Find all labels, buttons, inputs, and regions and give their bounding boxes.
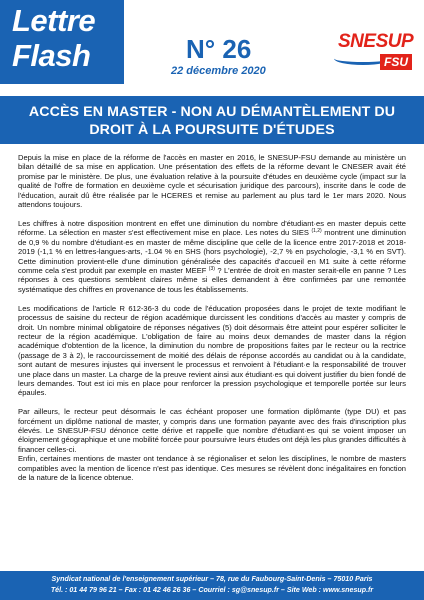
brand-title-line1: Lettre: [12, 3, 96, 38]
footnote-ref-1-2: (1,2): [311, 228, 322, 235]
paragraph-5: Enfin, certaines mentions de master ont tendance à se régionaliser et selon les disciplines, le nombre de masters compatibles avec la mention de licence n'est pas identique. Ces mesures se révèlent donc inégalitaires en fonction de la nature de la licence obtenue.: [18, 454, 406, 483]
footer-address: Syndicat national de l'enseignement supérieur – 78, rue du Faubourg-Saint-Denis – 75010 Paris: [51, 575, 373, 583]
headline-band: [0, 96, 424, 144]
brand-title-line2: Flash: [12, 38, 91, 73]
brand-box: [0, 0, 124, 84]
letter-header: [0, 0, 424, 92]
paragraph-2-part-b: montrent une diminution de 0,9 % du nombre d'étudiant·es en master de même discipline que celle de la licence entre 2017-2018 et 2018-2019 (-1,1 % en lettres-langues-arts, -1.04 % en SHS (hors psychologie), -2,7 % en psychologie, -3,1 % en SVT). Cette diminution provient-elle d'une diminution généralisée des capacités d'accueil en M1 suite à cette réforme comme cela s'est produit par exemple en master MEEF: [18, 228, 406, 275]
footnote-ref-3: (3): [208, 265, 215, 272]
logo-fsu-badge: FSU: [380, 54, 412, 70]
snesup-fsu-logo: [330, 28, 414, 80]
issue-date: 22 décembre 2020: [171, 65, 266, 77]
paragraph-3: Les modifications de l'article R 612-36-3 du code de l'éducation proposées dans le projet de texte modifiant le processus de saisine du recteur de région académique durcissent les conditions d'accès au master y compris de droit. Un nombre minimal obligatoire de réponses négatives (5) doit désormais être atteint pour espérer solliciter le recteur de la région académique. L'obligation de faire au moins deux demandes de master dans la région académique d'obtention de la licence, la diminution du nombre de propositions faites par le recteur ou la rectrice (passage de 3 à 2), le raccourcissement de moitié des délais de réponse accordés au candidat ou à la candidate, sont autant de mesures injustes qui inversent le processus et renvoient à l'étudiant·e la responsabilité de trouver une place dans un master. La charge de la preuve revient ainsi aux étudiant·es qui doivent justifier du bien fondé de leurs demandes. Tout est ici mis en place pour renforcer la pression psychologique et temporelle portée sur leurs épaules.: [18, 303, 406, 398]
headline-line-1: ACCÈS EN MASTER - NON AU DÉMANTÈLEMENT DU: [28, 104, 396, 120]
paragraph-2-part-a: Les chiffres à notre disposition montrent en effet une diminution du nombre d'étudiant·es en master depuis cette réforme. La sélection en master s'est effectivement mise en place. Les notes du SIES: [18, 218, 406, 238]
headline-line-2: DROIT À LA POURSUITE D'ÉTUDES: [89, 122, 335, 138]
paragraph-1: Depuis la mise en place de la réforme de l'accès en master en 2016, le SNESUP-FSU demande au ministère un bilan détaillé de sa mise en application. Une présentation des effets de la réforme devant le CNESER avait été promise par le ministère. De plus, une évaluation relative à la poursuite d'études en deuxième cycle (impact sur la qualité de l'offre de formation en deuxième cycle et sécurisation juridique des parcours), inscrite dans le code de l'éducation, aurait dû être réalisée par le HCERES et remise au parlement au plus tard le 1er mars 2020. Nous attendons toujours.: [18, 153, 406, 210]
article-body: [18, 153, 406, 492]
footer-band: [0, 571, 424, 600]
paragraph-2: [18, 219, 406, 294]
footer-contact: Tél. : 01 44 79 96 21 – Fax : 01 42 46 26 36 – Courriel : sg@snesup.fr – Site Web : www.snesup.fr: [50, 586, 374, 594]
paragraph-4: Par ailleurs, le recteur peut désormais le cas échéant proposer une formation diplômante (type DU) et pas forcément un diplôme national de master, y compris dans une formation payante avec des frais d'inscription plus élevés. Le SNESUP-FSU dénonce cette dérive et rappelle que nombre d'étudiant·es qui se voient imposer un éloignement géographique et une mobilité forcée pour poursuivre leurs études ont déjà les plus grandes difficultés à financer celles-ci.: [18, 407, 406, 454]
issue-number: N° 26: [186, 34, 252, 64]
logo-text: SNESUP: [338, 31, 414, 52]
paragraph-2-part-c: ? L'entrée de droit en master serait-elle en panne ? Les réponses à ces questions semblent claires même si elles demandent à être confirmées par une remontée systématique des chiffres en provenance de tous les établissements.: [18, 265, 406, 294]
